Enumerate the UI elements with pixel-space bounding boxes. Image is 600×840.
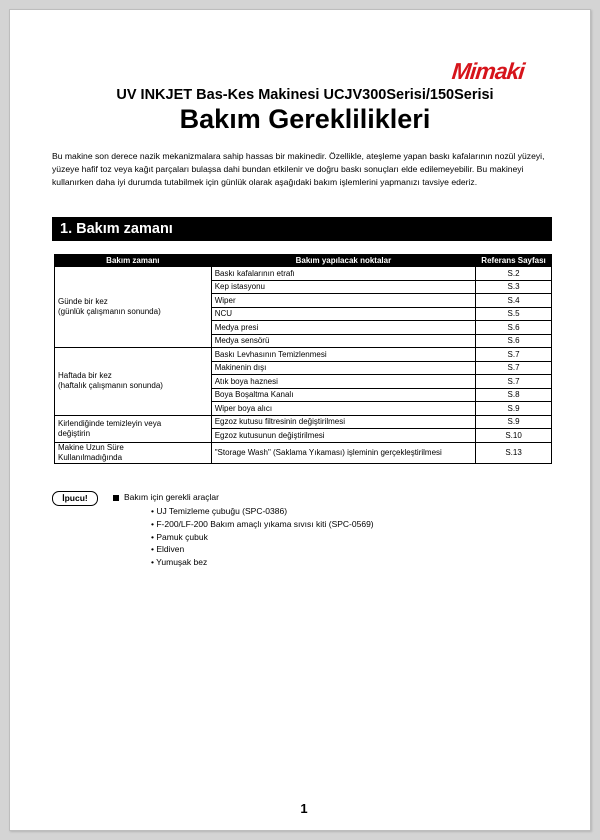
maintenance-time-line: Günde bir kez <box>58 297 108 306</box>
reference-page-cell: S.7 <box>476 348 552 362</box>
document-subtitle: UV INKJET Bas-Kes Makinesi UCJV300Serisi/150Serisi <box>116 87 494 103</box>
table-row <box>55 267 552 281</box>
maintenance-point-cell: Medya presi <box>211 321 475 335</box>
section-heading: 1. Bakım zamanı <box>52 217 552 241</box>
tool-item: • UJ Temizleme çubuğu (SPC-0386) <box>151 506 288 516</box>
table-row <box>55 348 552 362</box>
maintenance-time-line: Kullanılmadığında <box>58 452 123 462</box>
reference-page-cell: S.6 <box>476 334 552 348</box>
table-row <box>55 442 552 463</box>
maintenance-point-cell: Egzoz kutusunun değiştirilmesi <box>211 429 475 443</box>
reference-page-cell: S.6 <box>476 321 552 335</box>
table-header-row <box>55 255 552 267</box>
maintenance-point-cell: Egzoz kutusu filtresinin değiştirilmesi <box>211 415 475 429</box>
maintenance-point-cell: Kep istasyonu <box>211 280 475 294</box>
document-title: Bakım Gereklilikleri <box>179 104 431 134</box>
maintenance-point-cell: Medya sensörü <box>211 334 475 348</box>
reference-page-cell: S.8 <box>476 388 552 402</box>
square-bullet-icon <box>113 495 119 501</box>
maintenance-time-cell <box>55 267 212 348</box>
intro-paragraph: Bu makine son derece nazik mekanizmalara sahip hassas bir makinedir. Özellikle, ateşleme yapan baskı kafalarının nozül yüzeyi, yüzeye hafif toz veya kağıt parçaları bulaşsa dahi bundan etkilenir ve doğru baskı sonuçları elde edilemeyebilir. Bu makineyi kullanırken daha iyi durumda tutabilmek için günlük olarak aşağıdaki bakım işlemlerini yapmanızı tavsiye ederiz. <box>52 151 545 188</box>
reference-page-cell: S.5 <box>476 307 552 321</box>
table-body <box>55 267 552 464</box>
tool-item: • F-200/LF-200 Bakım amaçlı yıkama sıvısı kiti (SPC-0569) <box>151 518 374 529</box>
maintenance-point-cell: Wiper <box>211 294 475 308</box>
header-reference-page: Referans Sayfası <box>476 255 552 267</box>
tool-item: • Pamuk çubuk <box>151 531 208 542</box>
maintenance-time-cell <box>55 442 212 463</box>
maintenance-point-cell: Baskı Levhasının Temizlenmesi <box>211 348 475 362</box>
tool-item: • Eldiven <box>151 544 185 555</box>
table-row <box>55 415 552 429</box>
maintenance-time-line: Makine Uzun Süre <box>58 442 124 452</box>
reference-page-cell: S.4 <box>476 294 552 308</box>
reference-page-cell: S.7 <box>476 375 552 389</box>
reference-page-cell: S.9 <box>476 415 552 429</box>
tip-heading <box>113 492 219 502</box>
maintenance-point-cell: Atık boya haznesi <box>211 375 475 389</box>
maintenance-time-cell <box>55 415 212 442</box>
maintenance-table <box>54 254 552 464</box>
reference-page-cell: S.3 <box>476 280 552 294</box>
reference-page-cell: S.9 <box>476 402 552 416</box>
reference-page-cell: S.10 <box>476 429 552 443</box>
maintenance-time-line: (haftalık çalışmanın sonunda) <box>58 381 163 391</box>
header-maintenance-points: Bakım yapılacak noktalar <box>211 255 475 267</box>
mimaki-logo: Mimaki <box>450 58 526 84</box>
maintenance-point-cell: Makinenin dışı <box>211 361 475 375</box>
maintenance-time-cell <box>55 348 212 416</box>
maintenance-point-cell: Baskı kafalarının etrafı <box>211 267 475 281</box>
maintenance-time-line: Kirlendiğinde temizleyin veya <box>58 418 162 428</box>
tools-list <box>151 505 374 569</box>
tool-item: • Yumuşak bez <box>151 557 208 568</box>
maintenance-time-line: (günlük çalışmanın sonunda) <box>58 307 161 316</box>
maintenance-time-line: Haftada bir kez <box>58 371 112 381</box>
reference-page-cell: S.2 <box>476 267 552 281</box>
reference-page-cell: S.13 <box>476 442 552 463</box>
maintenance-point-cell: Boya Boşaltma Kanalı <box>211 388 475 402</box>
maintenance-point-cell: "Storage Wash" (Saklama Yıkaması) işleminin gerçekleştirilmesi <box>211 442 475 463</box>
header-maintenance-time: Bakım zamanı <box>55 255 212 267</box>
maintenance-time-line: değiştirin <box>58 428 91 438</box>
maintenance-point-cell: NCU <box>211 307 475 321</box>
maintenance-point-cell: Wiper boya alıcı <box>211 402 475 416</box>
tip-heading-text: Bakım için gerekli araçlar <box>124 492 219 502</box>
tip-badge: İpucu! <box>52 491 98 506</box>
reference-page-cell: S.7 <box>476 361 552 375</box>
document-page <box>9 9 591 831</box>
page-number: 1 <box>300 801 308 816</box>
